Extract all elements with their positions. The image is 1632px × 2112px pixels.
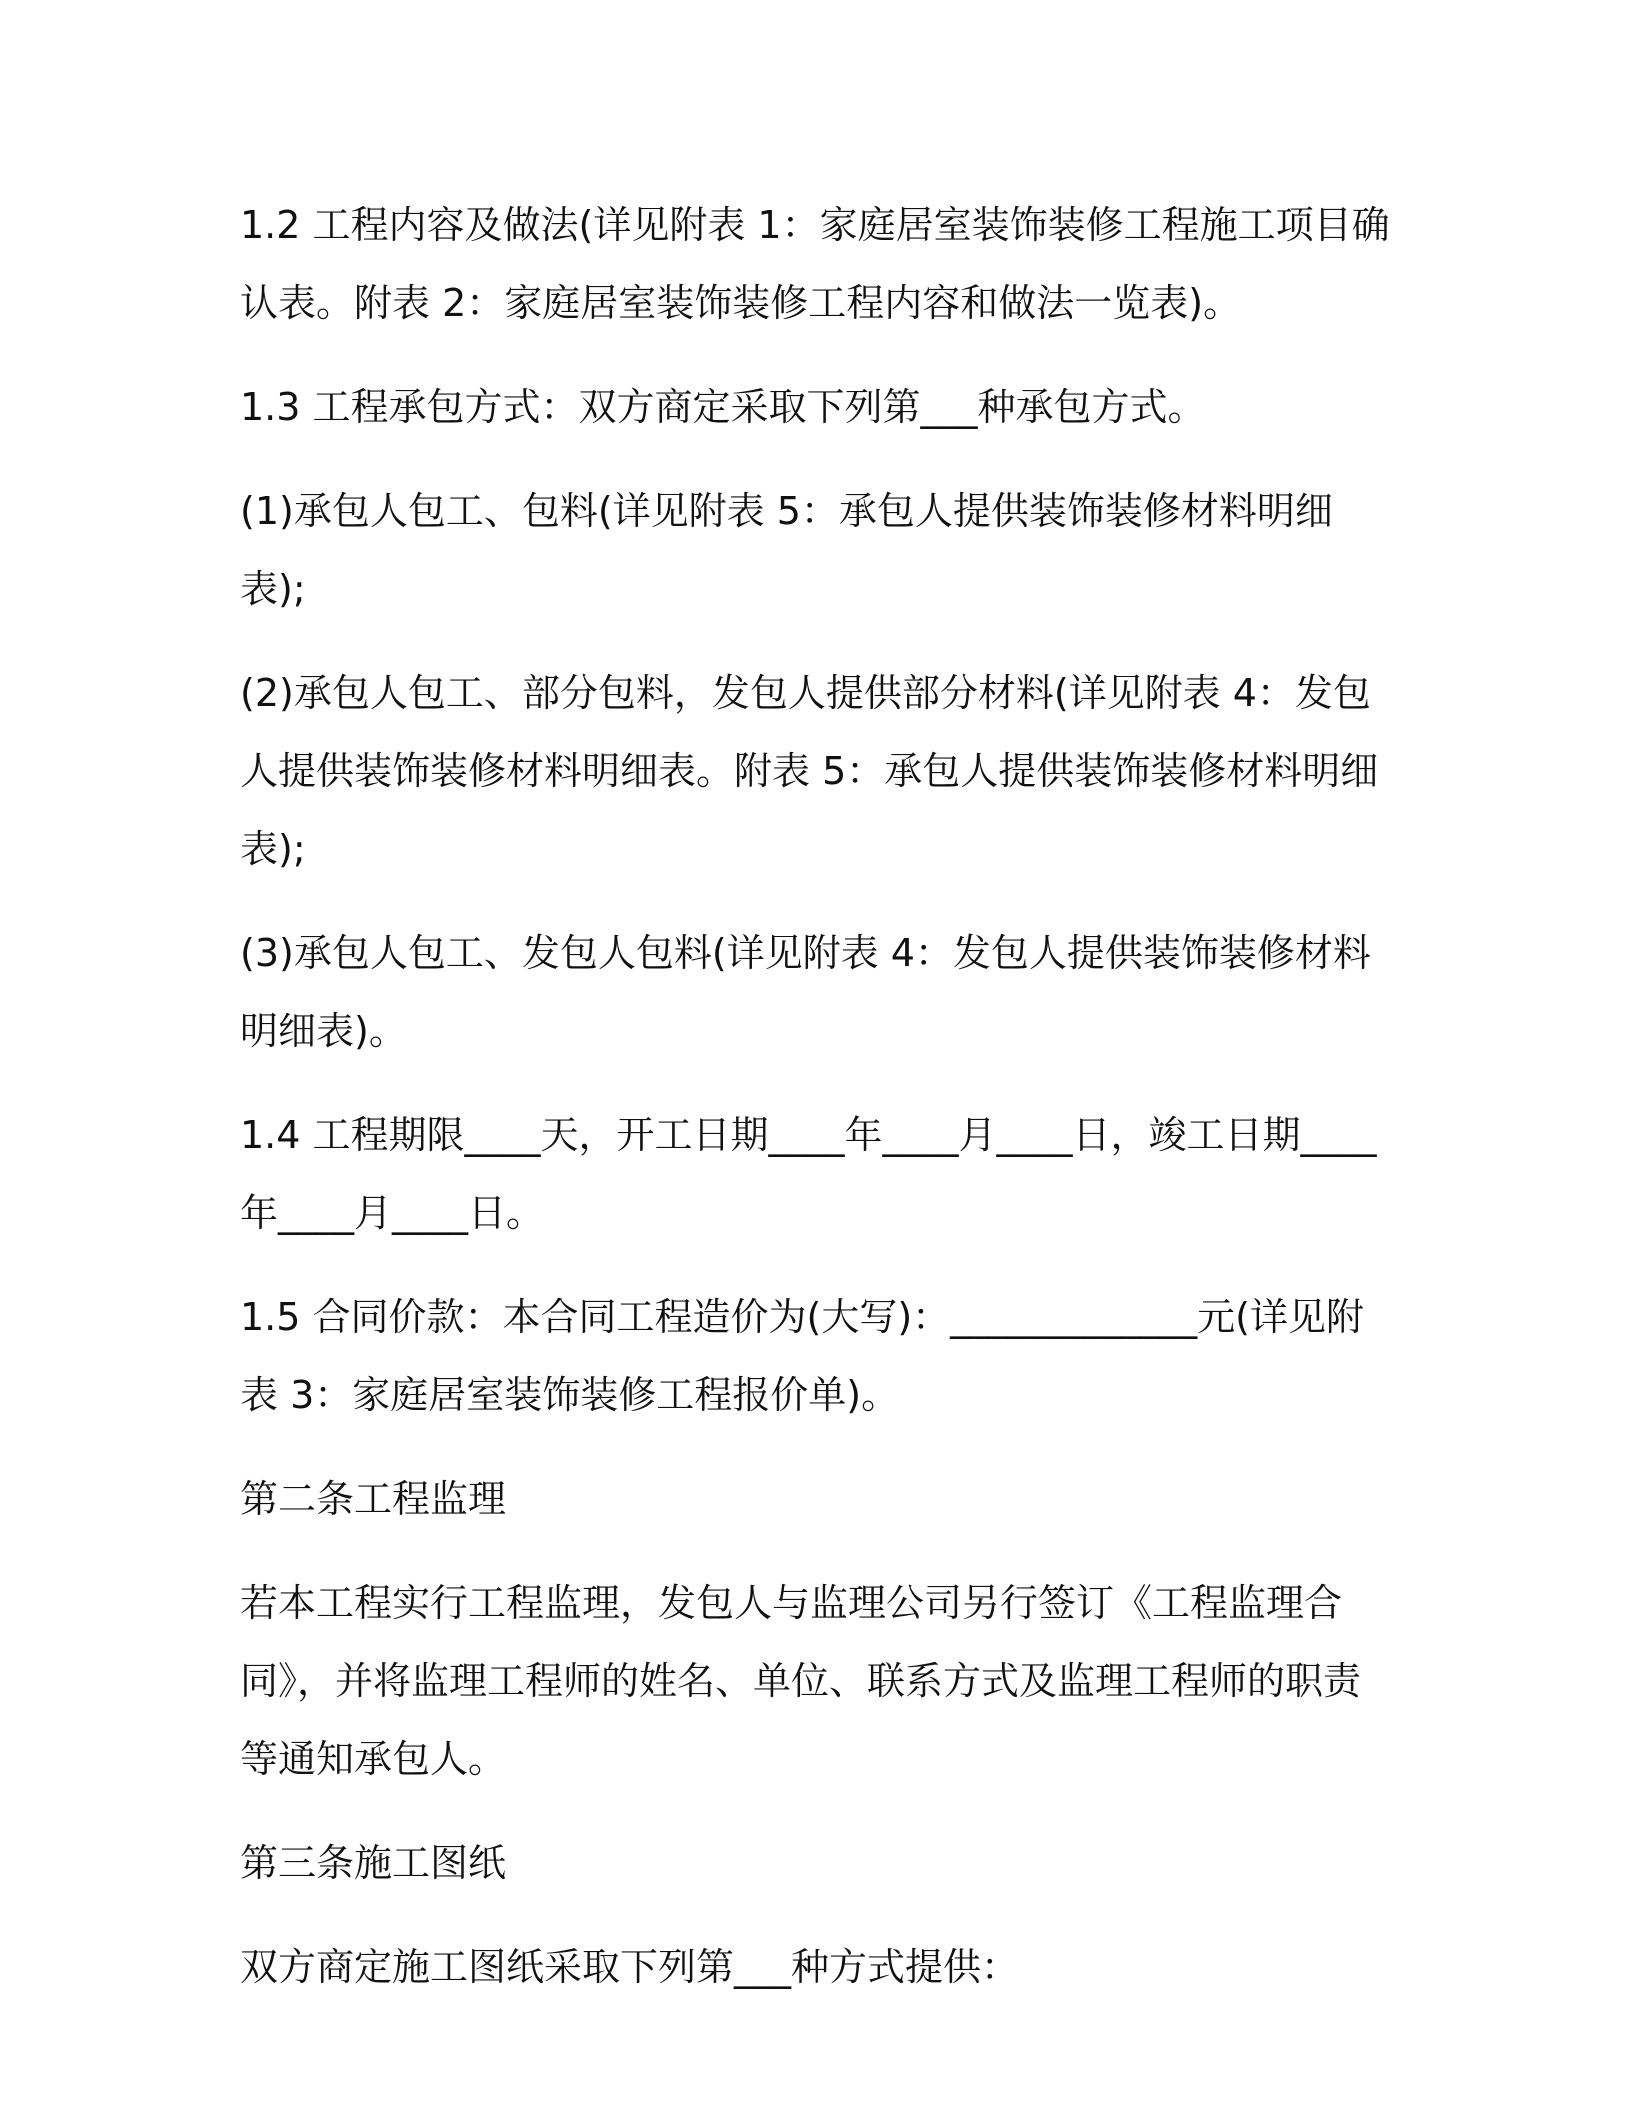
document-body: [240, 186, 1395, 2032]
article-3-drawings-text: 双方商定施工图纸采取下列第___种方式提供：: [240, 1945, 1020, 1989]
article-2-supervision-text: 若本工程实行工程监理，发包人与监理公司另行签订《工程监理合同》，并将监理工程师的姓名、单位、联系方式及监理工程师的职责等通知承包人。: [240, 1581, 1362, 1781]
option-3-labor-only: (3)承包人包工、发包人包料(详见附表 4：发包人提供装饰装修材料明细表)。: [240, 931, 1371, 1053]
clause-1-4-duration: 1.4 工程期限____天，开工日期____年____月____日，竣工日期____年____月____日。: [240, 1113, 1377, 1235]
option-1-full-contract: (1)承包人包工、包料(详见附表 5：承包人提供装饰装修材料明细表);: [240, 489, 1333, 611]
clause-1-5-price: 1.5 合同价款：本合同工程造价为(大写)：_____________元(详见附表 3：家庭居室装饰装修工程报价单)。: [240, 1295, 1364, 1417]
clause-1-3-contract-method: 1.3 工程承包方式：双方商定采取下列第___种承包方式。: [240, 385, 1206, 429]
article-3-heading: 第三条施工图纸: [240, 1841, 507, 1885]
clause-1-2-content: 1.2 工程内容及做法(详见附表 1：家庭居室装饰装修工程施工项目确认表。附表 2：家庭居室装饰装修工程内容和做法一览表)。: [240, 203, 1390, 325]
option-2-partial-material: (2)承包人包工、部分包料，发包人提供部分材料(详见附表 4：发包人提供装饰装修材料明细表。附表 5：承包人提供装饰装修材料明细表);: [240, 671, 1379, 871]
article-2-heading: 第二条工程监理: [240, 1477, 507, 1521]
